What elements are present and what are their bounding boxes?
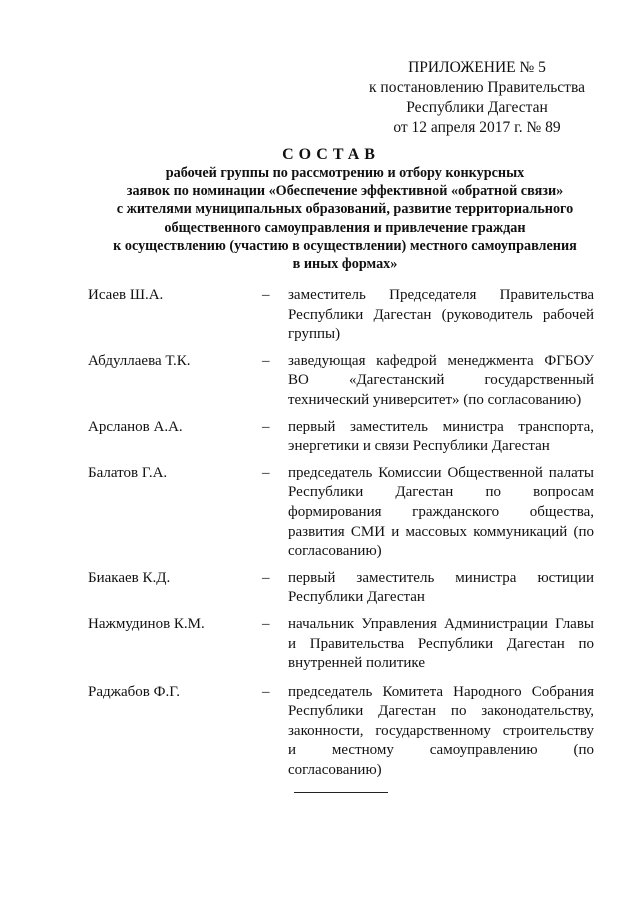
- role-line: формирования гражданского общества,: [288, 503, 594, 520]
- member-row: [88, 683, 598, 781]
- member-role: [288, 569, 594, 608]
- role-line: энергетики и связи Республики Дагестан: [288, 438, 550, 455]
- member-role: [288, 352, 594, 411]
- role-line: заместитель Председателя Правительства: [288, 287, 594, 303]
- member-name: Раджабов Ф.Г.: [88, 683, 180, 700]
- role-line: технический университет» (по согласованию): [288, 391, 582, 408]
- dash-separator: –: [262, 569, 270, 586]
- member-name: Исаев Ш.А.: [88, 287, 164, 303]
- member-row: [88, 569, 598, 608]
- role-line: законности, государственному строительству: [288, 722, 594, 739]
- member-role: [288, 615, 594, 674]
- member-name: Арсланов А.А.: [88, 418, 183, 435]
- role-line: начальник Управления Администрации Главы: [288, 615, 594, 632]
- subtitle-line: в иных формах»: [292, 256, 398, 273]
- subtitle-line: рабочей группы по рассмотрению и отбору конкурсных: [165, 165, 525, 181]
- subtitle-line: заявок по номинации «Обеспечение эффективной «обратной связи»: [126, 183, 564, 200]
- role-line: Республики Дагестан: [288, 589, 425, 606]
- role-line: согласованию): [288, 543, 382, 560]
- member-name: Балатов Г.А.: [88, 464, 168, 481]
- closing-rule: [294, 792, 388, 793]
- dash-separator: –: [262, 683, 270, 700]
- role-line: и Правительства Республики Дагестан по: [288, 635, 594, 652]
- role-line: внутренней политике: [288, 655, 425, 672]
- document-subtitle: [60, 164, 630, 273]
- dash-separator: –: [262, 464, 270, 481]
- appendix-line-2: Республики Дагестан: [406, 99, 548, 116]
- member-name: Нажмудинов К.М.: [88, 615, 205, 632]
- role-line: группы): [288, 326, 341, 343]
- dash-separator: –: [262, 615, 270, 632]
- member-row: [88, 615, 598, 674]
- role-line: и местному самоуправлению (по: [288, 742, 594, 759]
- appendix-line-1: к постановлению Правительства: [369, 79, 585, 96]
- members-list: [88, 286, 598, 781]
- member-role: [288, 464, 594, 562]
- member-name: Абдуллаева Т.К.: [88, 352, 191, 369]
- member-name: Биакаев К.Д.: [88, 569, 171, 586]
- role-line: первый заместитель министра транспорта,: [288, 418, 594, 435]
- role-line: председатель Комитета Народного Собрания: [288, 683, 594, 700]
- role-line: Республики Дагестан по вопросам: [288, 484, 594, 501]
- role-line: Республики Дагестан по законодательству,: [288, 703, 594, 720]
- dash-separator: –: [262, 287, 270, 303]
- dash-separator: –: [262, 352, 270, 369]
- appendix-line-3: от 12 апреля 2017 г. № 89: [393, 119, 561, 136]
- role-line: заведующая кафедрой менеджмента ФГБОУ: [288, 352, 594, 369]
- member-row: [88, 286, 598, 345]
- appendix-number: ПРИЛОЖЕНИЕ № 5: [408, 59, 546, 76]
- member-role: [288, 683, 594, 781]
- role-line: председатель Комиссии Общественной палаты: [288, 464, 594, 481]
- subtitle-line: общественного самоуправления и привлечение граждан: [164, 219, 526, 236]
- member-row: [88, 352, 598, 411]
- role-line: согласованию): [288, 762, 382, 779]
- subtitle-line: к осуществлению (участию в осуществлении) местного самоуправления: [113, 237, 577, 254]
- role-line: развития СМИ и массовых коммуникаций (по: [288, 523, 594, 540]
- dash-separator: –: [262, 418, 270, 435]
- appendix-header: [352, 58, 602, 138]
- member-row: [88, 418, 598, 457]
- role-line: первый заместитель министра юстиции: [288, 569, 594, 586]
- member-role: [288, 418, 594, 457]
- subtitle-line: с жителями муниципальных образований, развитие территориального: [116, 201, 574, 218]
- document-title: СОСТАВ: [282, 146, 380, 163]
- role-line: Республики Дагестан (руководитель рабочей: [288, 306, 594, 323]
- member-row: [88, 464, 598, 562]
- role-line: ВО «Дагестанский государственный: [288, 372, 594, 389]
- member-role: [288, 286, 594, 345]
